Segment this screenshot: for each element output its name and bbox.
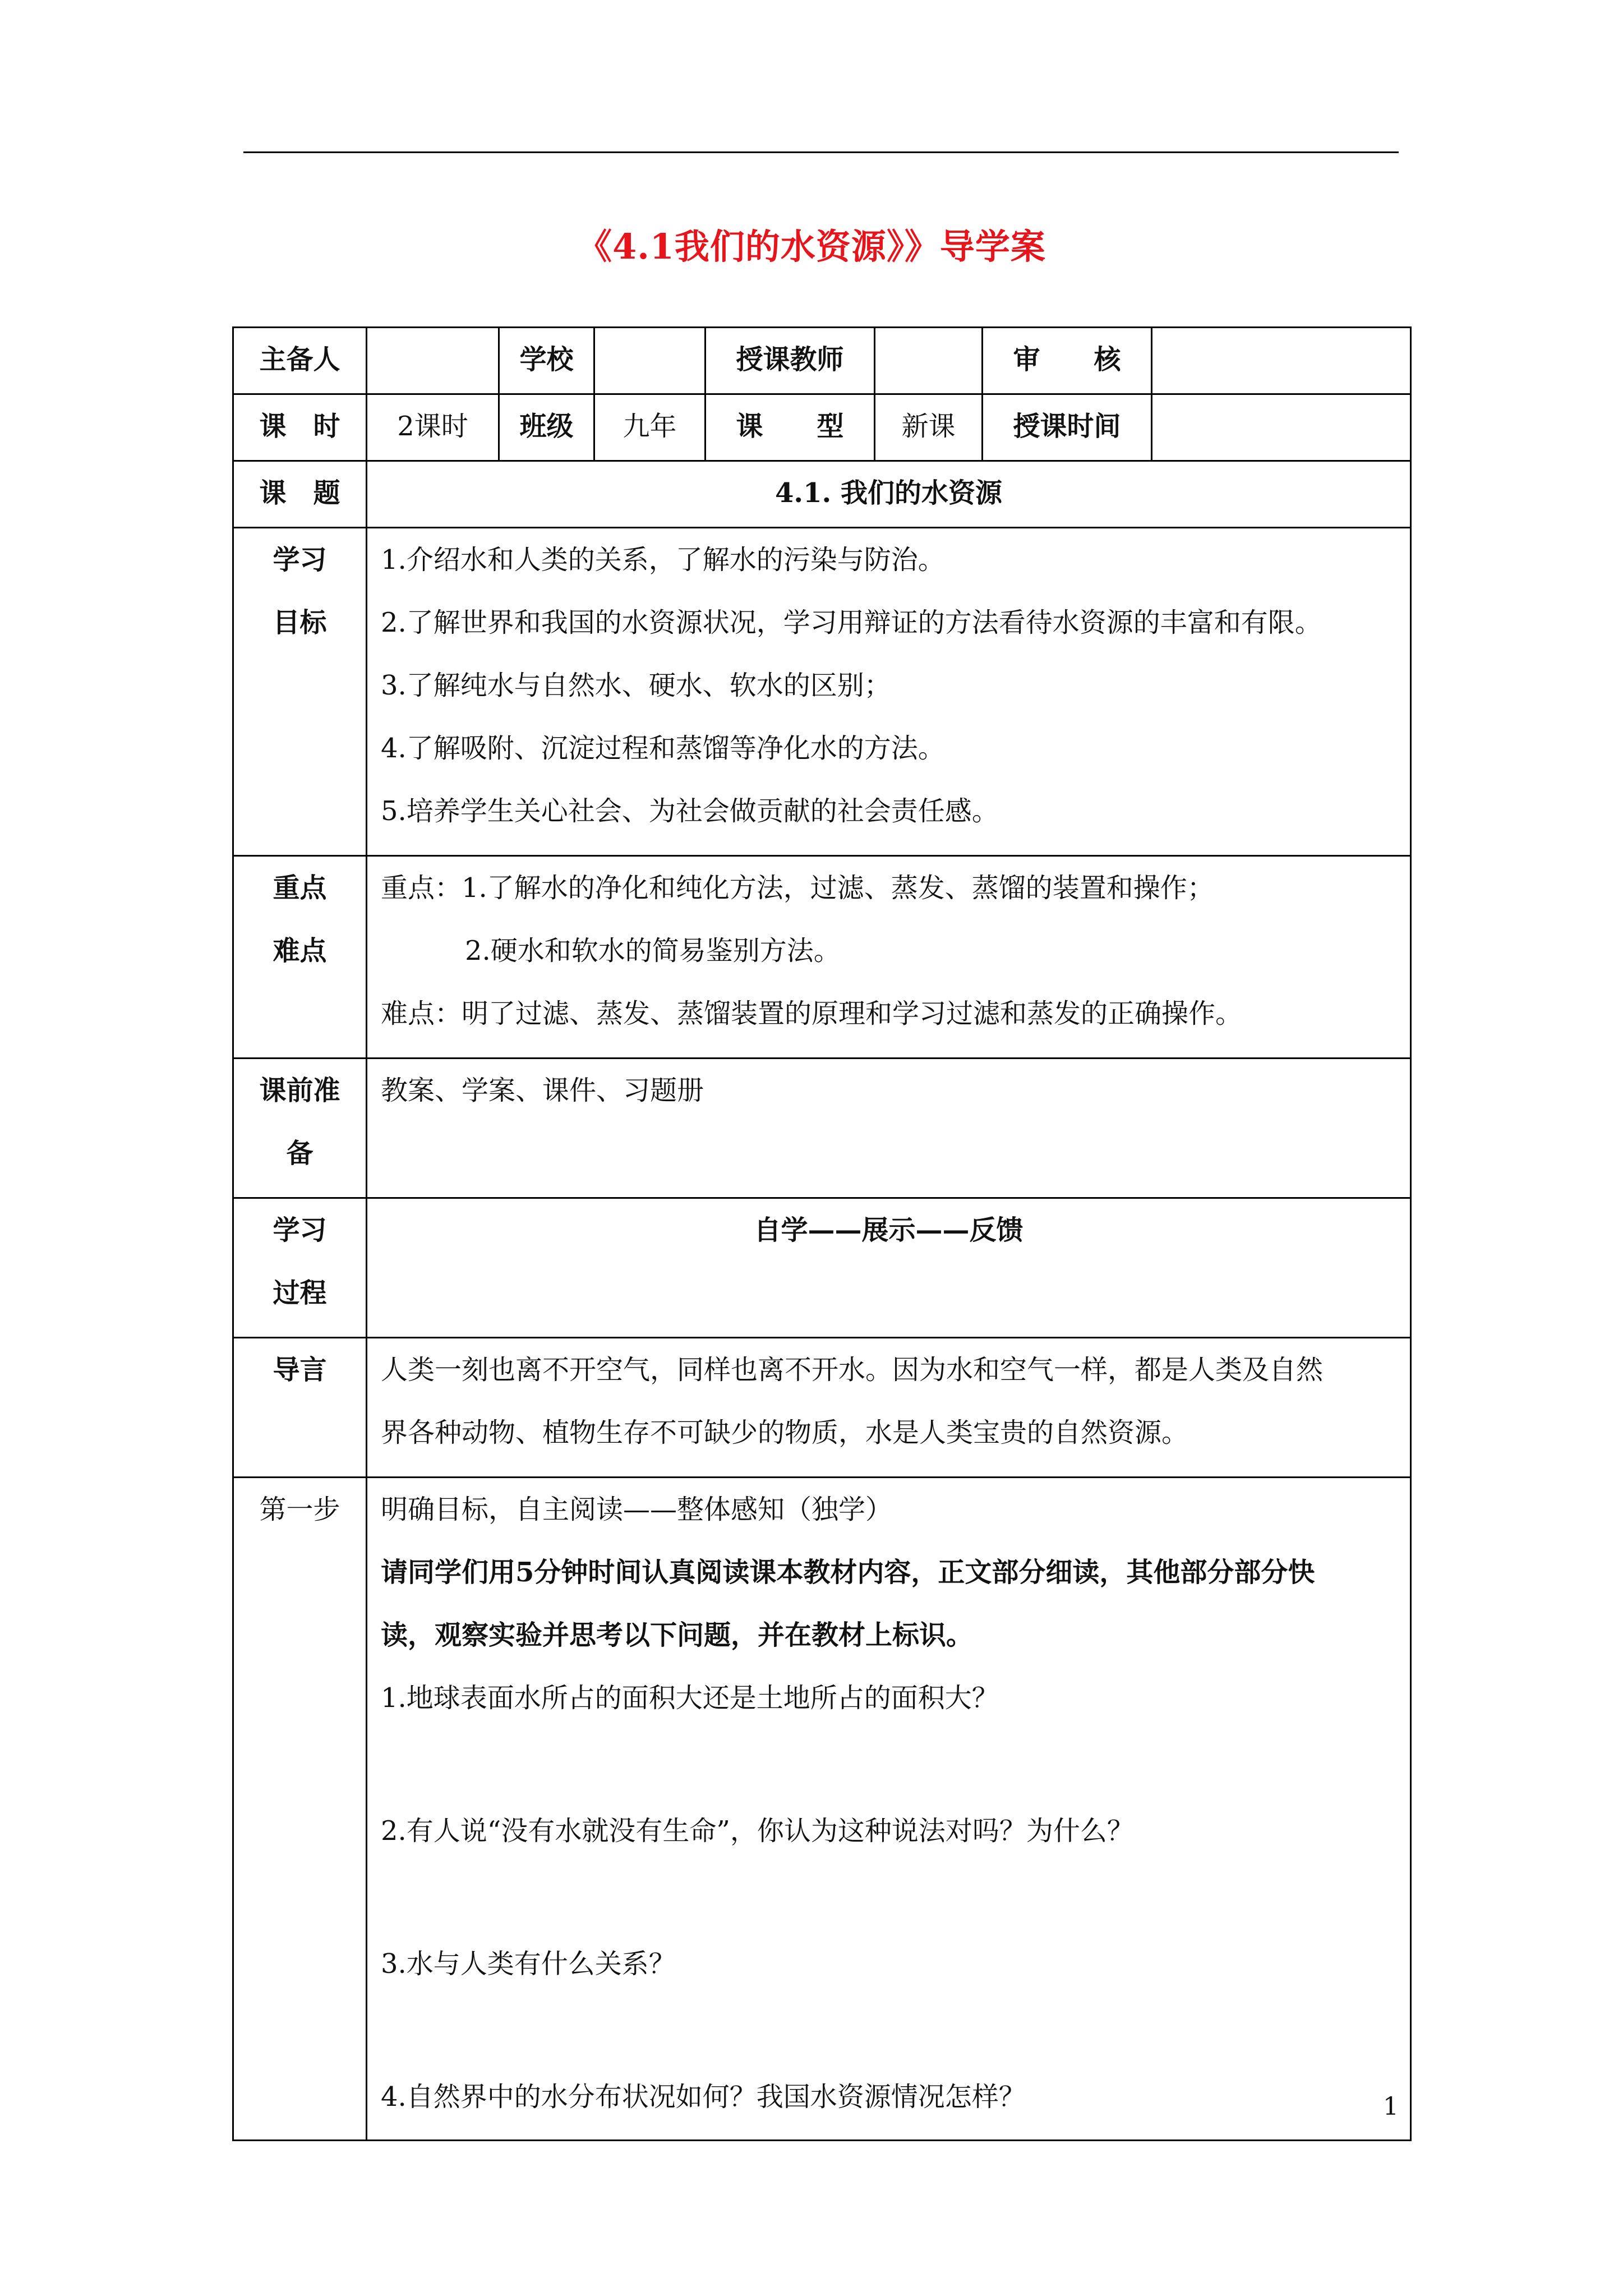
table-row-prep bbox=[233, 1059, 1411, 1198]
key-point-line: 重点：1.了解水的净化和纯化方法，过滤、蒸发、蒸馏的装置和操作； bbox=[381, 872, 1214, 904]
time-value bbox=[1152, 394, 1411, 461]
type-value: 新课 bbox=[875, 394, 983, 461]
header-rule bbox=[243, 151, 1399, 153]
table-row-topic bbox=[233, 461, 1411, 528]
intro-line: 人类一刻也离不开空气，同样也离不开水。因为水和空气一样，都是人类及自然 bbox=[381, 1354, 1324, 1386]
period-label: 课 时 bbox=[233, 394, 367, 461]
document-title: 《4.1我们的水资源》》导学案 bbox=[577, 226, 1046, 267]
goal-item: 2.了解世界和我国的水资源状况，学习用辩证的方法看待水资源的丰富和有限。 bbox=[381, 607, 1322, 638]
step1-question: 3.水与人类有什么关系？ bbox=[381, 1948, 676, 1980]
key-point-line: 2.硬水和软水的简易鉴别方法。 bbox=[465, 935, 841, 967]
topic-value: 4.1. 我们的水资源 bbox=[367, 461, 1411, 528]
lead-label: 主备人 bbox=[233, 328, 367, 394]
goal-item: 4.了解吸附、沉淀过程和蒸馏等净化水的方法。 bbox=[381, 733, 945, 764]
difficulty-line: 难点：明了过滤、蒸发、蒸馏装置的原理和学习过滤和蒸发的正确操作。 bbox=[381, 998, 1243, 1029]
step1-instruction: 读，观察实验并思考以下问题，并在教材上标识。 bbox=[381, 1619, 974, 1651]
prep-label-2: 备 bbox=[286, 1138, 313, 1169]
step1-instruction: 请同学们用5分钟时间认真阅读课本教材内容，正文部分细读，其他部分部分快 bbox=[381, 1557, 1315, 1588]
prep-label-1: 课前准 bbox=[259, 1075, 340, 1106]
table-row-step1 bbox=[233, 1478, 1411, 2141]
table-row-intro bbox=[233, 1338, 1411, 1478]
process-label-2: 过程 bbox=[273, 1277, 327, 1309]
teacher-value bbox=[875, 328, 983, 394]
page-number: 1 bbox=[1383, 2092, 1399, 2121]
intro-line: 界各种动物、植物生存不可缺少的物质，水是人类宝贵的自然资源。 bbox=[381, 1417, 1189, 1448]
review-value bbox=[1152, 328, 1411, 394]
teacher-label: 授课教师 bbox=[706, 328, 875, 394]
step1-question: 4.自然界中的水分布状况如何？我国水资源情况怎样？ bbox=[381, 2081, 1026, 2113]
lead-value bbox=[367, 328, 499, 394]
process-label-1: 学习 bbox=[273, 1214, 327, 1246]
process-value: 自学——展示——反馈 bbox=[754, 1214, 1023, 1246]
class-value: 九年 bbox=[594, 394, 706, 461]
goal-item: 5.培养学生关心社会、为社会做贡献的社会责任感。 bbox=[381, 795, 999, 827]
table-row-goals bbox=[233, 528, 1411, 856]
type-label: 课 型 bbox=[706, 394, 875, 461]
key-points-label-1: 重点 bbox=[273, 872, 327, 904]
goal-item: 1.介绍水和人类的关系，了解水的污染与防治。 bbox=[381, 544, 945, 576]
period-value: 2课时 bbox=[367, 394, 499, 461]
goals-label-2: 目标 bbox=[273, 607, 327, 638]
step1-heading: 明确目标，自主阅读——整体感知（独学） bbox=[381, 1494, 893, 1525]
key-points-label-2: 难点 bbox=[273, 935, 327, 967]
goals-label-1: 学习 bbox=[273, 544, 327, 576]
time-label: 授课时间 bbox=[983, 394, 1152, 461]
review-label: 审 核 bbox=[983, 328, 1152, 394]
intro-label: 导言 bbox=[273, 1354, 327, 1386]
step1-label: 第一步 bbox=[259, 1494, 340, 1525]
table-row-meta bbox=[233, 394, 1411, 461]
class-label: 班级 bbox=[499, 394, 594, 461]
step1-question: 1.地球表面水所占的面积大还是土地所占的面积大？ bbox=[381, 1682, 999, 1714]
table-row-process bbox=[233, 1198, 1411, 1338]
topic-label: 课 题 bbox=[233, 461, 367, 528]
school-label: 学校 bbox=[499, 328, 594, 394]
lesson-plan-table bbox=[232, 326, 1412, 2141]
goal-item: 3.了解纯水与自然水、硬水、软水的区别； bbox=[381, 670, 891, 701]
table-row-key-points bbox=[233, 856, 1411, 1059]
school-value bbox=[594, 328, 706, 394]
prep-value: 教案、学案、课件、习题册 bbox=[381, 1075, 704, 1106]
table-row-staff bbox=[233, 328, 1411, 394]
step1-question: 2.有人说“没有水就没有生命”，你认为这种说法对吗？为什么？ bbox=[381, 1815, 1134, 1847]
